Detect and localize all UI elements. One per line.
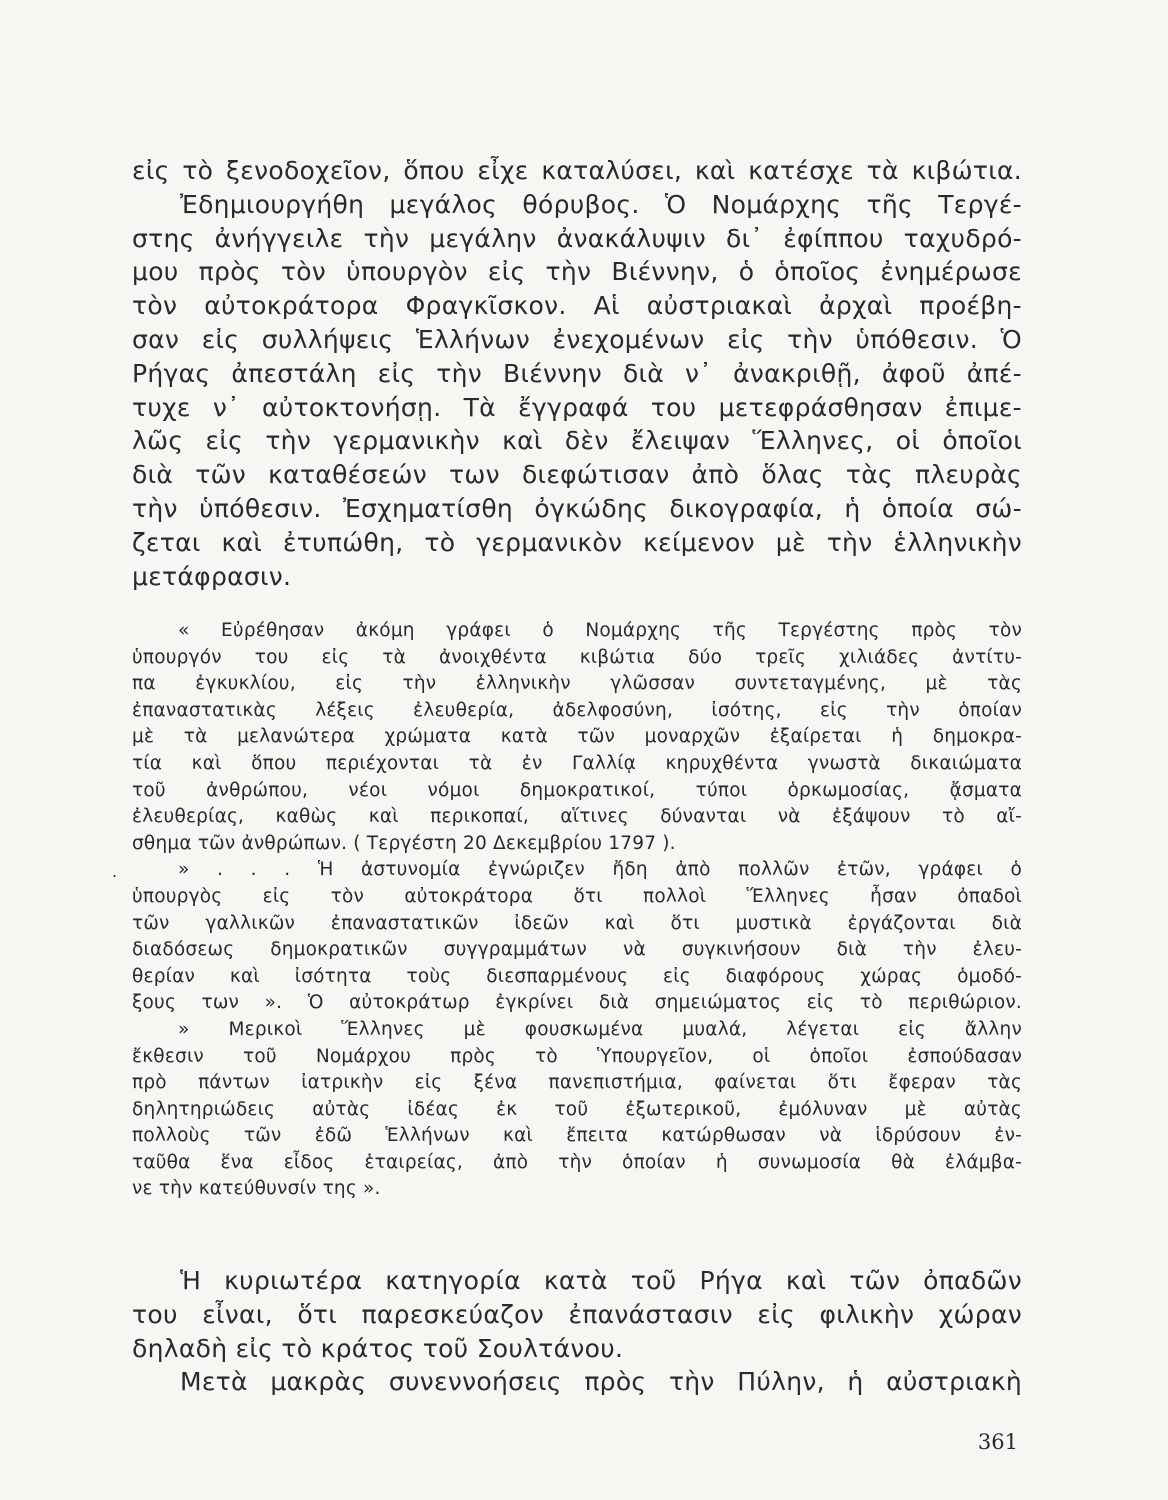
text-line: του εἶναι, ὅτι παρεσκεύαζον ἐπανάστασιν εἰς φιλικὴν χώραν [132, 1299, 1022, 1329]
text-line: λῶς εἰς τὴν γερμανικὴν καὶ δὲν ἔλειψαν Ἕλληνες, οἱ ὁποῖοι [132, 426, 1022, 456]
quote-line: πολλοὺς τῶν ἐδῶ Ἑλλήνων καὶ ἔπειτα κατώρθωσαν νὰ ἱδρύσουν ἐν- [132, 1125, 1022, 1147]
quote-line: πρὸ πάντων ἰατρικὴν εἰς ξένα πανεπιστήμια, φαίνεται ὅτι ἔφεραν τὰς [132, 1072, 1022, 1094]
quote-line: » Μερικοὶ Ἕλληνες μὲ φουσκωμένα μυαλά, λέγεται εἰς ἄλλην [178, 1018, 1022, 1040]
text-line: τὴν ὑπόθεσιν. Ἐσχηματίσθη ὀγκώδης δικογραφία, ἡ ὁποία σώ- [132, 493, 1022, 523]
text-line: τὸν αὐτοκράτορα Φραγκῖσκον. Αἱ αὐστριακαὶ ἀρχαὶ προέβη- [132, 291, 1022, 321]
text-line: στης ἀνήγγειλε τὴν μεγάλην ἀνακάλυψιν δι᾽ ἐφίππου ταχυδρό- [132, 223, 1022, 253]
text-line: δηλαδὴ εἰς τὸ κράτος τοῦ Σουλτάνου. [132, 1333, 624, 1363]
quote-line: ἐλευθερίας, καθὼς καὶ περικοπαί, αἵτινες δύνανται νὰ ἐξάψουν τὸ αἴ- [132, 806, 1022, 828]
margin-mark: . [112, 862, 118, 881]
text-line: μετάφρασιν. [132, 561, 292, 591]
quote-line: ξους των ». Ὁ αὐτοκράτωρ ἐγκρίνει διὰ σημειώματος εἰς τὸ περιθώριον. [132, 992, 1022, 1014]
quote-line: σθημα τῶν ἀνθρώπων. ( Τεργέστη 20 Δεκεμβρίου 1797 ). [132, 832, 676, 854]
quote-line: πα ἐγκυκλίου, εἰς τὴν ἑλληνικὴν γλῶσσαν συντεταγμένης, μὲ τὰς [132, 673, 1022, 695]
quote-line: μὲ τὰ μελανώτερα χρώματα κατὰ τῶν μοναρχῶν ἐξαίρεται ἡ δημοκρα- [132, 726, 1022, 748]
text-line: Ρήγας ἀπεστάλη εἰς τὴν Βιέννην διὰ ν᾽ ἀνακριθῇ, ἀφοῦ ἀπέ- [132, 358, 1022, 388]
quote-line: τοῦ ἀνθρώπου, νέοι νόμοι δημοκρατικοί, τύποι ὁρκωμοσίας, ᾄσματα [132, 779, 1022, 801]
text-line: σαν εἰς συλλήψεις Ἑλλήνων ἐνεχομένων εἰς τὴν ὑπόθεσιν. Ὁ [132, 324, 1022, 354]
text-line: μου πρὸς τὸν ὑπουργὸν εἰς τὴν Βιέννην, ὁ ὁποῖος ἐνημέρωσε [132, 257, 1022, 287]
quote-line: θερίαν καὶ ἰσότητα τοὺς διεσπαρμένους εἰς διαφόρους χώρας ὁμοδό- [132, 965, 1022, 987]
quote-line: ἔκθεσιν τοῦ Νομάρχου πρὸς τὸ Ὑπουργεῖον, οἱ ὁποῖοι ἐσπούδασαν [132, 1045, 1022, 1067]
quote-line: ὑπουργόν του εἰς τὰ ἀνοιχθέντα κιβώτια δύο τρεῖς χιλιάδες ἀντίτυ- [132, 646, 1022, 668]
text-line: εἰς τὸ ξενοδοχεῖον, ὅπου εἶχε καταλύσει, καὶ κατέσχε τὰ κιβώτια. [132, 156, 1022, 185]
text-line: τυχε ν᾽ αὐτοκτονήσῃ. Τὰ ἔγγραφά του μετεφράσθησαν ἐπιμε- [132, 392, 1022, 422]
quoted-excerpt [132, 618, 1022, 1203]
quote-line: τῶν γαλλικῶν ἐπαναστατικῶν ἰδεῶν καὶ ὅτι μυστικὰ ἐργάζονται διὰ [132, 912, 1022, 934]
quote-line: δηλητηριώδεις αὐτὰς ἰδέας ἐκ τοῦ ἐξωτερικοῦ, ἐμόλυναν μὲ αὐτὰς [132, 1098, 1022, 1120]
quote-line: ὑπουργὸς εἰς τὸν αὐτοκράτορα ὅτι πολλοὶ Ἕλληνες ἦσαν ὀπαδοὶ [132, 885, 1022, 907]
quote-line: διαδόσεως δημοκρατικῶν συγγραμμάτων νὰ συγκινήσουν διὰ τὴν ἐλευ- [132, 939, 1022, 961]
text-line: διὰ τῶν καταθέσεών των διεφώτισαν ἀπὸ ὅλας τὰς πλευρὰς [132, 460, 1022, 490]
quote-line: νε τὴν κατεύθυνσίν της ». [132, 1178, 381, 1200]
quote-line: τία καὶ ὅπου περιέχονται τὰ ἐν Γαλλίᾳ κηρυχθέντα γνωστὰ δικαιώματα [132, 752, 1022, 774]
quote-line: ἐπαναστατικὰς λέξεις ἐλευθερία, ἀδελφοσύνη, ἰσότης, εἰς τὴν ὁποίαν [132, 699, 1022, 721]
quote-line: ταῦθα ἕνα εἶδος ἑταιρείας, ἀπὸ τὴν ὁποίαν ἡ συνωμοσία θὰ ἐλάμβα- [132, 1151, 1022, 1173]
text-line: Ἐδημιουργήθη μεγάλος θόρυβος. Ὁ Νομάρχης τῆς Τεργέ- [180, 189, 1022, 219]
text-line: Μετὰ μακρὰς συνεννοήσεις πρὸς τὴν Πύλην, ἡ αὐστριακὴ [180, 1367, 1022, 1397]
quote-line: » . . . Ἡ ἀστυνομία ἐγνώριζεν ἤδη ἀπὸ πολλῶν ἐτῶν, γράφει ὁ [178, 859, 1022, 881]
quote-line: « Εὐρέθησαν ἀκόμη γράφει ὁ Νομάρχης τῆς Τεργέστης πρὸς τὸν [178, 620, 1022, 641]
main-paragraph-1 [132, 154, 1022, 593]
page-number: 361 [977, 1430, 1018, 1454]
text-line: ζεται καὶ ἐτυπώθη, τὸ γερμανικὸν κείμενον μὲ τὴν ἑλληνικὴν [132, 527, 1022, 557]
text-line: Ἡ κυριωτέρα κατηγορία κατὰ τοῦ Ρήγα καὶ τῶν ὀπαδῶν [180, 1266, 1022, 1295]
main-paragraph-2 [132, 1264, 1022, 1399]
